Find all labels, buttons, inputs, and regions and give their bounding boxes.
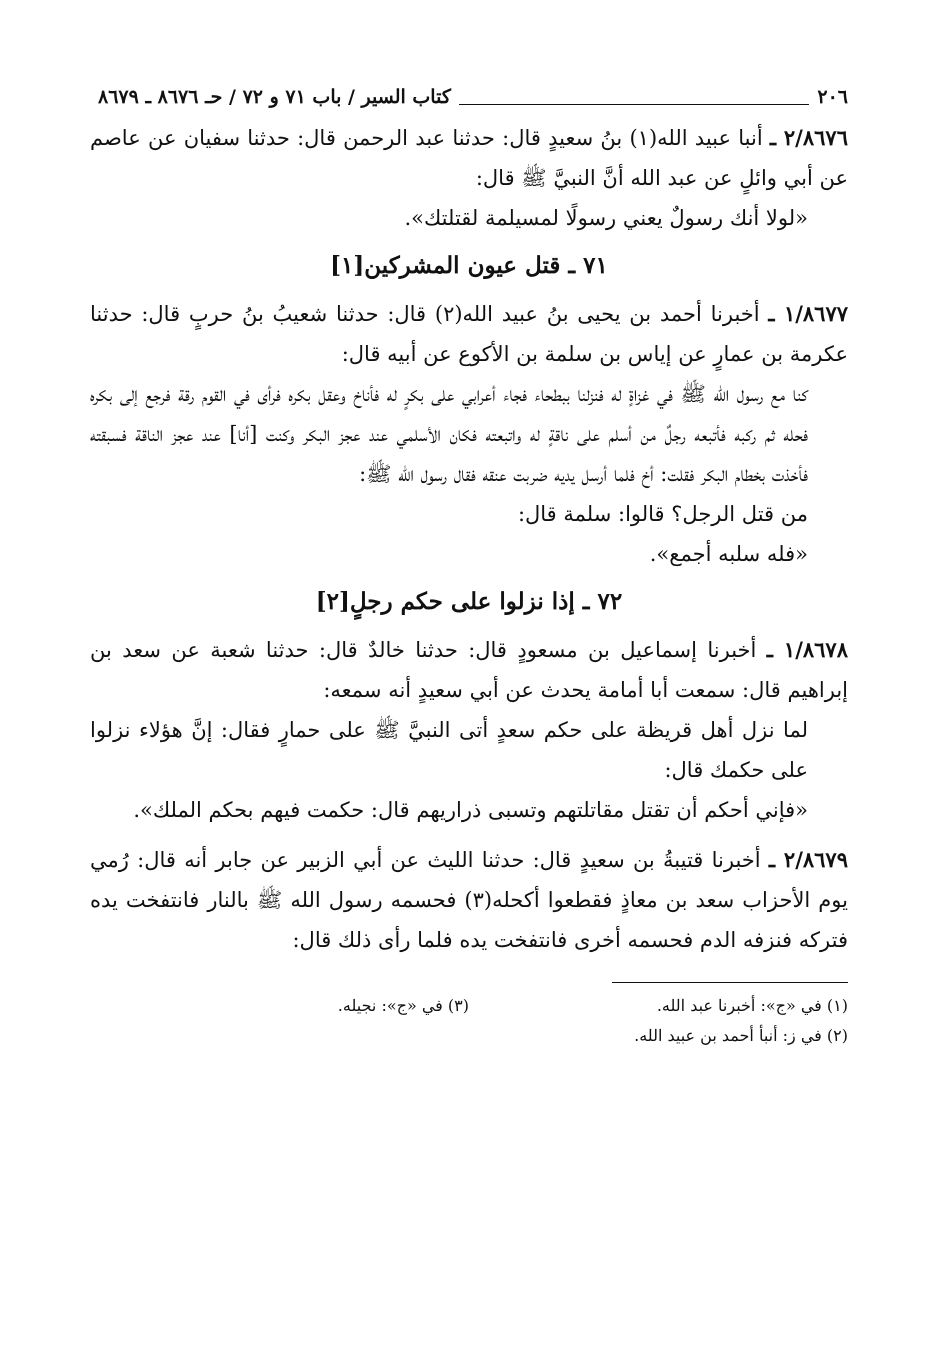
chapter-heading-72: ٧٢ ـ إذا نزلوا على حكم رجلٍ[٢]: [315, 588, 623, 615]
page-number: ٢٠٦: [817, 86, 848, 108]
header-rule: [459, 90, 810, 105]
running-title: كتاب السير / باب ٧١ و ٧٢ / حـ ٨٦٧٦ ـ ٨٦٧٩: [98, 86, 451, 108]
quote-line: من قتل الرجل؟ قالوا: سلمة قال:: [517, 502, 808, 526]
hadith-number: ٢/٨٦٧٦ ـ: [769, 125, 848, 150]
hadith-number: ١/٨٦٧٧ ـ: [768, 301, 849, 326]
hadith-8679: [90, 840, 848, 960]
footnote-2: (٢) في ز: أنبأ أحمد بن عبيد الله.: [634, 1026, 848, 1045]
footnote-1: (١) في «ج»: أخبرنا عبد الله.: [656, 996, 848, 1015]
narration-paragraph: كنا مع رسول الله ﷺ في غزاةٍ له فنزلنا ببطحاء فجاء أعرابي على بكرٍ له فأناخ وعقل بكره فرأى في القوم رقة فرجع إلى بكره فحله ثم ركبه فأتبعه رجلٌ من أسلم على ناقةٍ له واتبعته فكان الأسلمي عند عجز البكر وكنت [أنا] عند عجز الناقة فسبقته فأخذت بخطام البكر فقلت: أخ فلما أرسل يديه ضربت عنقه فقال رسول الله ﷺ:: [90, 382, 808, 486]
footnotes: [90, 991, 848, 1051]
hadith-text: أخبرنا قتيبةُ بن سعيدٍ قال: حدثنا الليث عن أبي الزبير عن جابر أنه قال: رُمي يوم الأحزاب سعد بن معاذٍ فقطعوا أكحله(٣) فحسمه رسول الله ﷺ بالنار فانتفخت يده فتركه فنزفه الدم فحسمه أخرى فانتفخت يده فلما رأى ذلك قال:: [90, 848, 848, 952]
footnote-3: (٣) في «ج»: نجيله.: [337, 996, 469, 1015]
hadith-number: ١/٨٦٧٨ ـ: [766, 637, 848, 662]
hadith-text: أخبرنا إسماعيل بن مسعودٍ قال: حدثنا خالدٌ قال: حدثنا شعبة عن سعد بن إبراهيم قال: سمعت أبا أمامة يحدث عن أبي سعيدٍ أنه سمعه:: [90, 638, 848, 702]
hadith-8676: [90, 118, 848, 198]
hadith-text: أخبرنا أحمد بن يحيى بنُ عبيد الله(٢) قال: حدثنا شعيبُ بنُ حربٍ قال: حدثنا عكرمة بن عمارٍ عن إياس بن سلمة بن الأكوع عن أبيه قال:: [90, 302, 848, 366]
narration-paragraph: لما نزل أهل قريظة على حكم سعدٍ أتى النبيَّ ﷺ على حمارٍ فقال: إنَّ هؤلاء نزلوا على حكمك قال:: [90, 718, 808, 782]
book-page: [90, 78, 848, 1051]
quote-line: «فله سلبه أجمع».: [649, 542, 808, 566]
hadith-text: أنبا عبيد الله(١) بنُ سعيدٍ قال: حدثنا عبد الرحمن قال: حدثنا سفيان عن عاصم عن أبي وائلٍ عن عبد الله أنَّ النبيَّ ﷺ قال:: [90, 126, 848, 190]
quote-line: «لولا أنك رسولٌ يعني رسولًا لمسيلمة لقتلتك».: [404, 206, 808, 230]
footnote-rule: [612, 982, 848, 983]
chapter-heading-71: ٧١ ـ قتل عيون المشركين[١]: [330, 252, 608, 279]
page-header: [90, 78, 848, 108]
hadith-number: ٢/٨٦٧٩ ـ: [768, 847, 848, 872]
hadith-8678: [90, 630, 848, 710]
narration-paragraph: «فإني أحكم أن تقتل مقاتلتهم وتسبى ذراريهم قال: حكمت فيهم بحكم الملك».: [133, 798, 808, 822]
hadith-8677: [90, 294, 848, 374]
running-title-wrap: [98, 86, 809, 108]
